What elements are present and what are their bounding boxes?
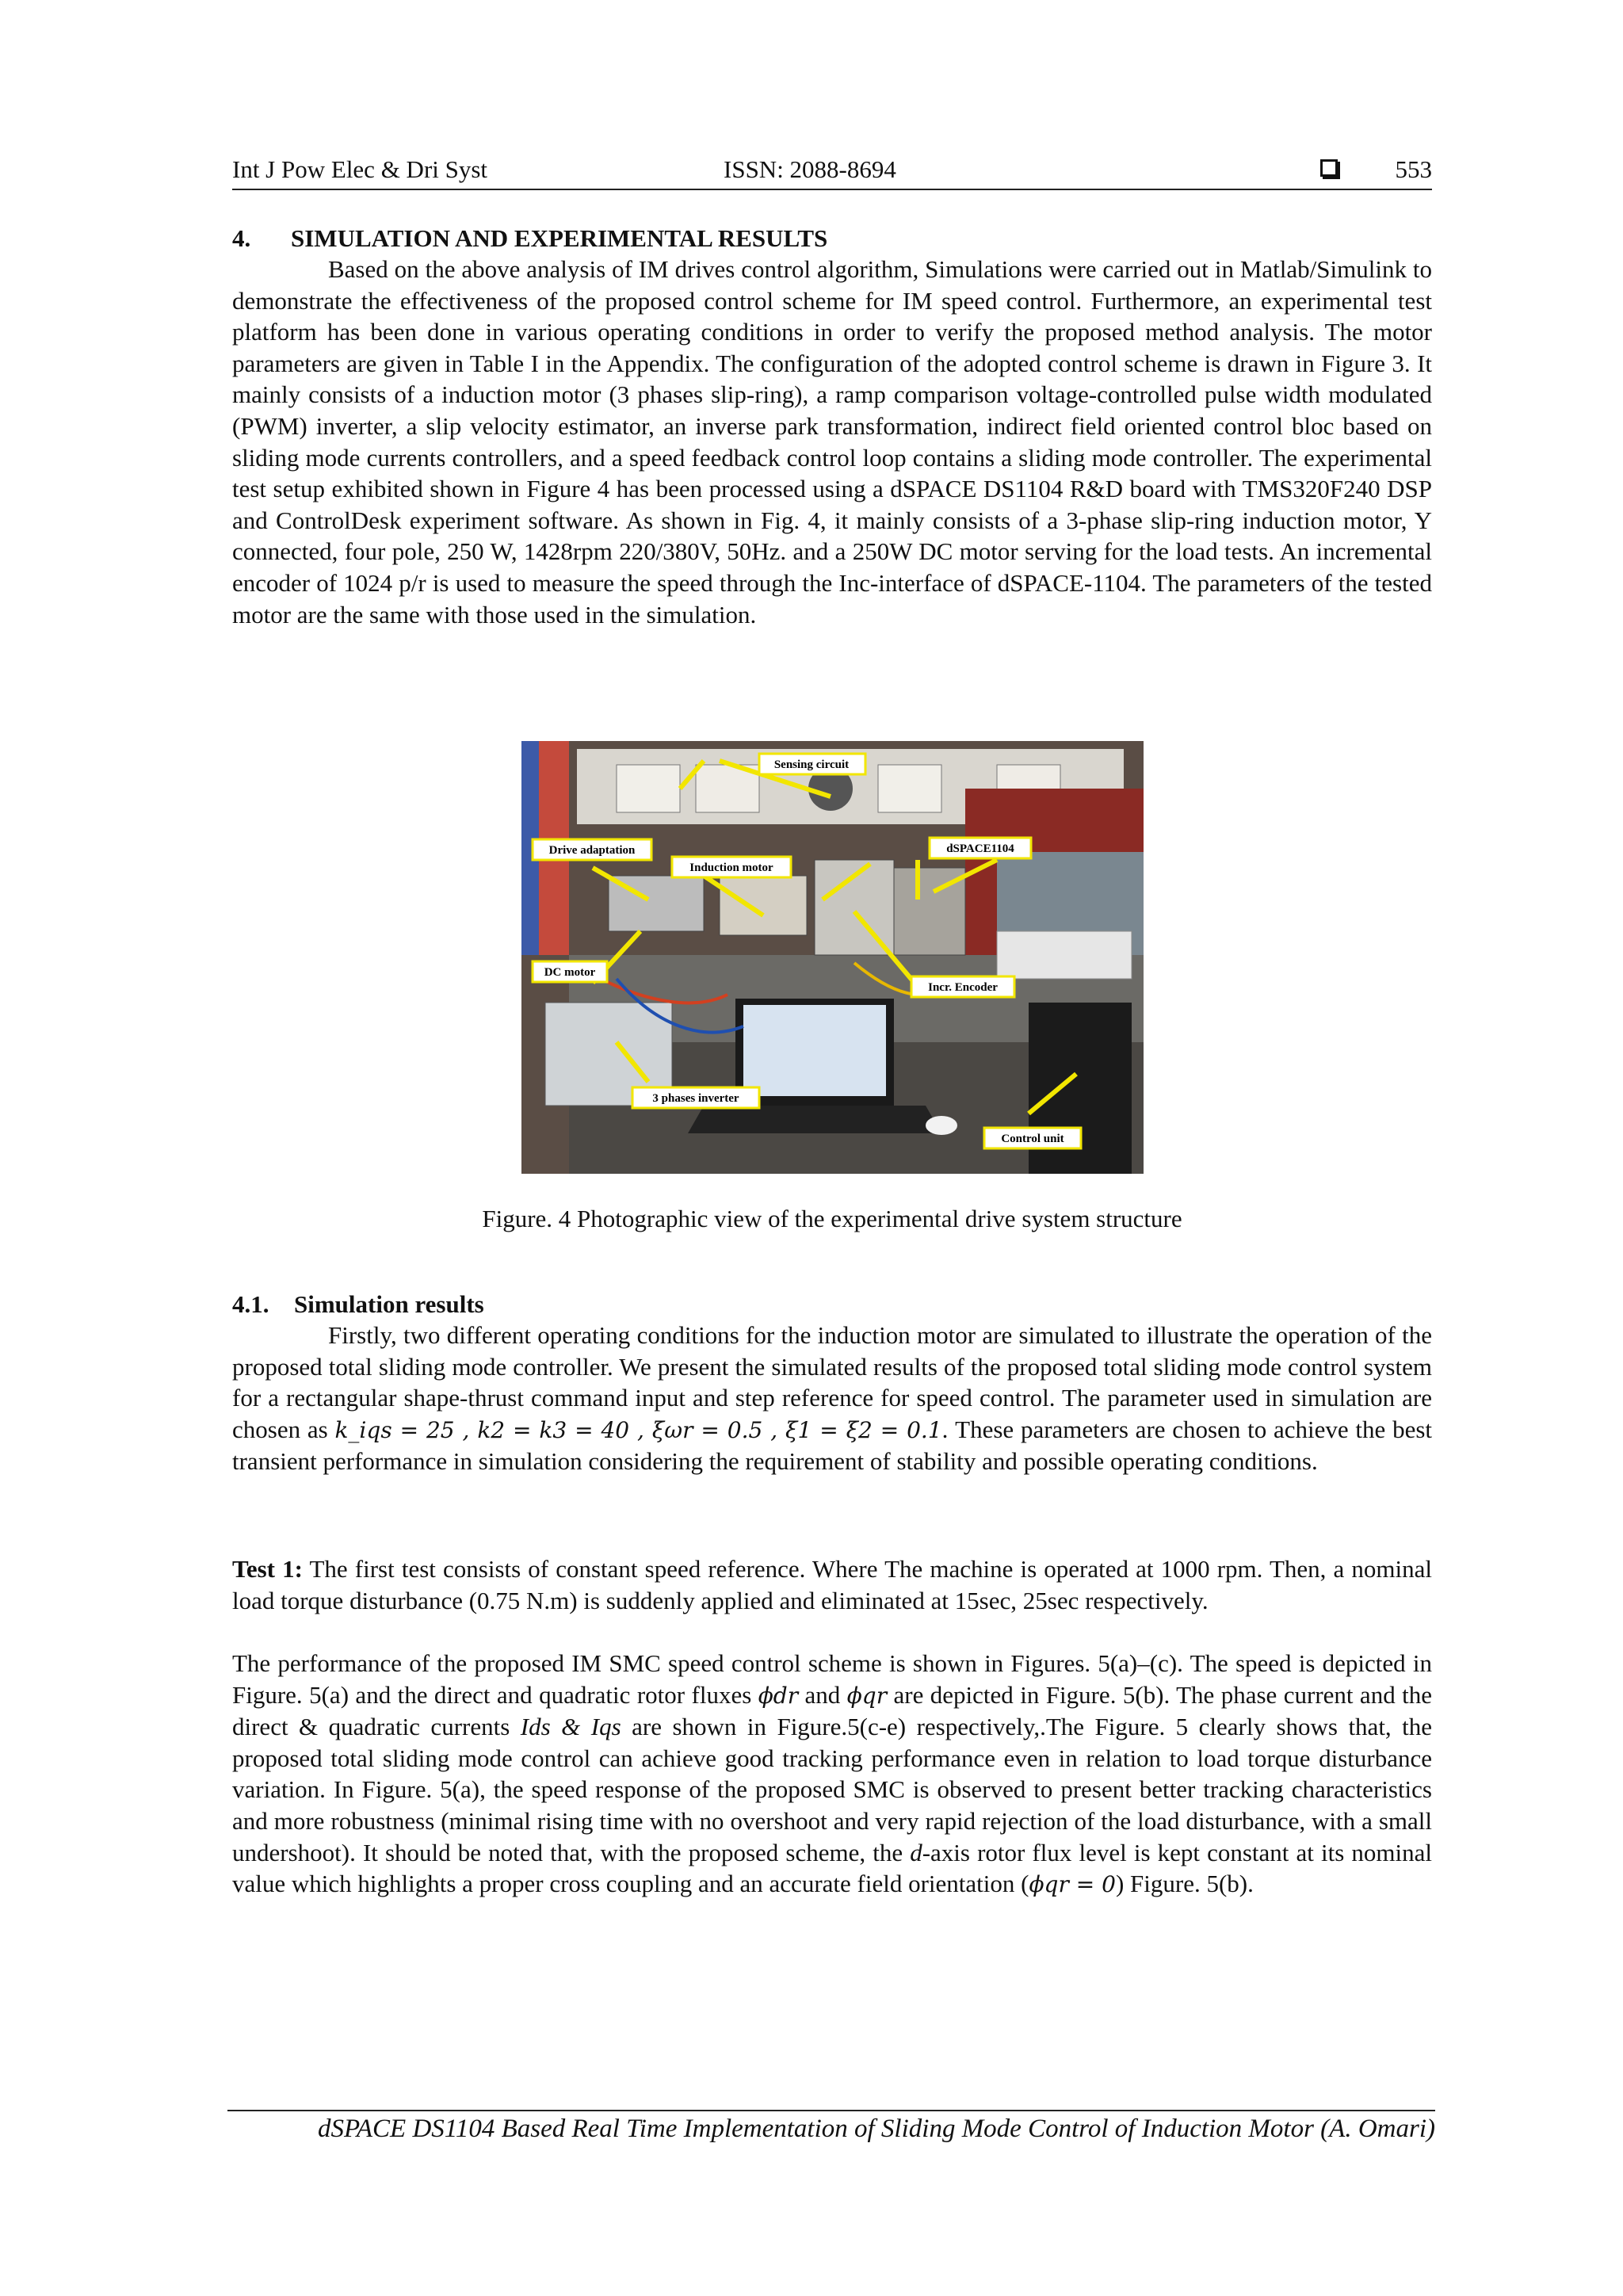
label-induction-motor: Induction motor <box>689 861 773 874</box>
label-control-unit: Control unit <box>1001 1133 1064 1145</box>
performance-text-c: are shown in Figure.5(c-e) respectively,.The Figure. 5 clearly shows that, the proposed total sliding mode control can achieve good tracking performance even in relation to load torque disturbance variation. In Figure. 5(a), the speed response of the proposed SMC is observed to present better tracking characteristics and more robustness (minimal rising time with no overshoot and very rapid rejection of the load disturbance, with a small undershoot). It should be noted that, with the proposed scheme, the <box>232 1713 1433 1866</box>
label-incr-encoder: Incr. Encoder <box>928 981 998 994</box>
label-sensing-circuit: Sensing circuit <box>773 758 850 771</box>
subsection-title: Simulation results <box>294 1290 484 1318</box>
figure-caption: Figure. 4 Photographic view of the experimental drive system structure <box>482 1205 1182 1232</box>
page-number: 553 <box>1395 155 1432 183</box>
symbol-ids: Ids <box>520 1713 551 1741</box>
checkbox-glyph-icon <box>1320 159 1338 177</box>
section-heading <box>232 223 1432 254</box>
subsection-heading <box>232 1289 1432 1320</box>
simulation-parameters: k_iqs = 25 , k2 = k3 = 40 , ξωr = 0.5 , ξ1 = ξ2 = 0.1 <box>334 1416 942 1443</box>
label-3-phases-inverter: 3 phases inverter <box>652 1092 739 1105</box>
performance-text-e: ) Figure. 5(b). <box>1115 1870 1254 1898</box>
symbol-ampersand: & <box>561 1713 581 1741</box>
performance-text-d: -axis rotor flux level is kept constant at its nominal value which highlights a proper cross coupling and an accurate field orientation ( <box>232 1838 1432 1898</box>
test1-paragraph <box>232 1553 1432 1616</box>
header-rule <box>232 189 1432 190</box>
footer-rule <box>227 2110 1435 2111</box>
performance-and: and <box>804 1680 841 1709</box>
symbol-phi-dr: ϕdr <box>758 1682 799 1709</box>
symbol-phi-qr: ϕqr <box>846 1682 888 1709</box>
performance-text-a: The performance of the proposed IM SMC speed control scheme is shown in Figures. 5(a)–(c). The speed is depicted in Figure. 5(a) and the direct and quadratic rotor fluxes <box>232 1649 1432 1709</box>
experimental-setup-photo <box>521 741 1144 1174</box>
journal-name: Int J Pow Elec & Dri Syst <box>232 155 488 183</box>
simulation-paragraph-text: Firstly, two different operating conditions for the induction motor are simulated to illustrate the operation of the proposed total sliding mode controller. We present the simulated results of the proposed total sliding mode control system for a rectangular shape-thrust command input and step reference for speed control. The parameter used in simulation are chosen as <box>232 1321 1432 1443</box>
section-number: 4. <box>232 224 251 252</box>
symbol-d-axis: d <box>910 1838 922 1866</box>
simulation-paragraph-tail: . These parameters are chosen to achieve the best transient performance in simulation considering the requirement of stability and possible operating conditions. <box>232 1415 1433 1476</box>
performance-paragraph <box>232 1648 1432 1901</box>
label-dspace1104: dSPACE1104 <box>946 842 1014 855</box>
orientation-condition: ϕqr = 0 <box>1029 1871 1116 1898</box>
test1-label: Test 1: <box>232 1555 303 1583</box>
photo-illustration <box>521 741 1144 1174</box>
test1-text: The first test consists of constant speed reference. Where The machine is operated at 1000 rpm. Then, a nominal load torque disturbance (0.75 N.m) is suddenly applied and eliminated at 15sec, 25sec respectively. <box>232 1555 1432 1614</box>
running-footer: dSPACE DS1104 Based Real Time Implementation of Sliding Mode Control of Induction Motor (A. Omari) <box>317 2115 1435 2143</box>
symbol-iqs: Iqs <box>590 1713 621 1741</box>
section-title: SIMULATION AND EXPERIMENTAL RESULTS <box>291 224 828 252</box>
subsection-number: 4.1. <box>232 1290 269 1318</box>
section-paragraph: Based on the above analysis of IM drives control algorithm, Simulations were carried out in Matlab/Simulink to demonstrate the effectiveness of the proposed control scheme for IM speed control. Furthermore, an experimental test platform has been done in various operating conditions in order to verify the proposed method analysis. The motor parameters are given in Table I in the Appendix. The configuration of the adopted control scheme is drawn in Figure 3. It mainly consists of a induction motor (3 phases slip-ring), a ramp comparison voltage-controlled pulse width modulated (PWM) inverter, a slip velocity estimator, an inverse park transformation, indirect field oriented control bloc based on sliding mode currents controllers, and a speed feedback control loop contains a sliding mode controller. The experimental test setup exhibited shown in Figure 4 has been processed using a dSPACE DS1104 R&D board with TMS320F240 DSP and ControlDesk experiment software. As shown in Fig. 4, it mainly consists of a 3-phase slip-ring induction motor, Y connected, four pole, 250 W, 1428rpm 220/380V, 50Hz. and a 250W DC motor serving for the load tests. An incremental encoder of 1024 p/r is used to measure the speed through the Inc-interface of dSPACE-1104. The parameters of the tested motor are the same with those used in the simulation. <box>232 255 1432 628</box>
label-dc-motor: DC motor <box>544 966 596 979</box>
running-header <box>232 152 1432 189</box>
label-drive-adaptation: Drive adaptation <box>548 844 636 857</box>
issn: ISSN: 2088-8694 <box>724 155 896 183</box>
performance-text-b: are depicted in Figure. 5(b). The phase current and the direct & quadratic currents <box>232 1680 1432 1741</box>
simulation-paragraph <box>232 1320 1432 1477</box>
